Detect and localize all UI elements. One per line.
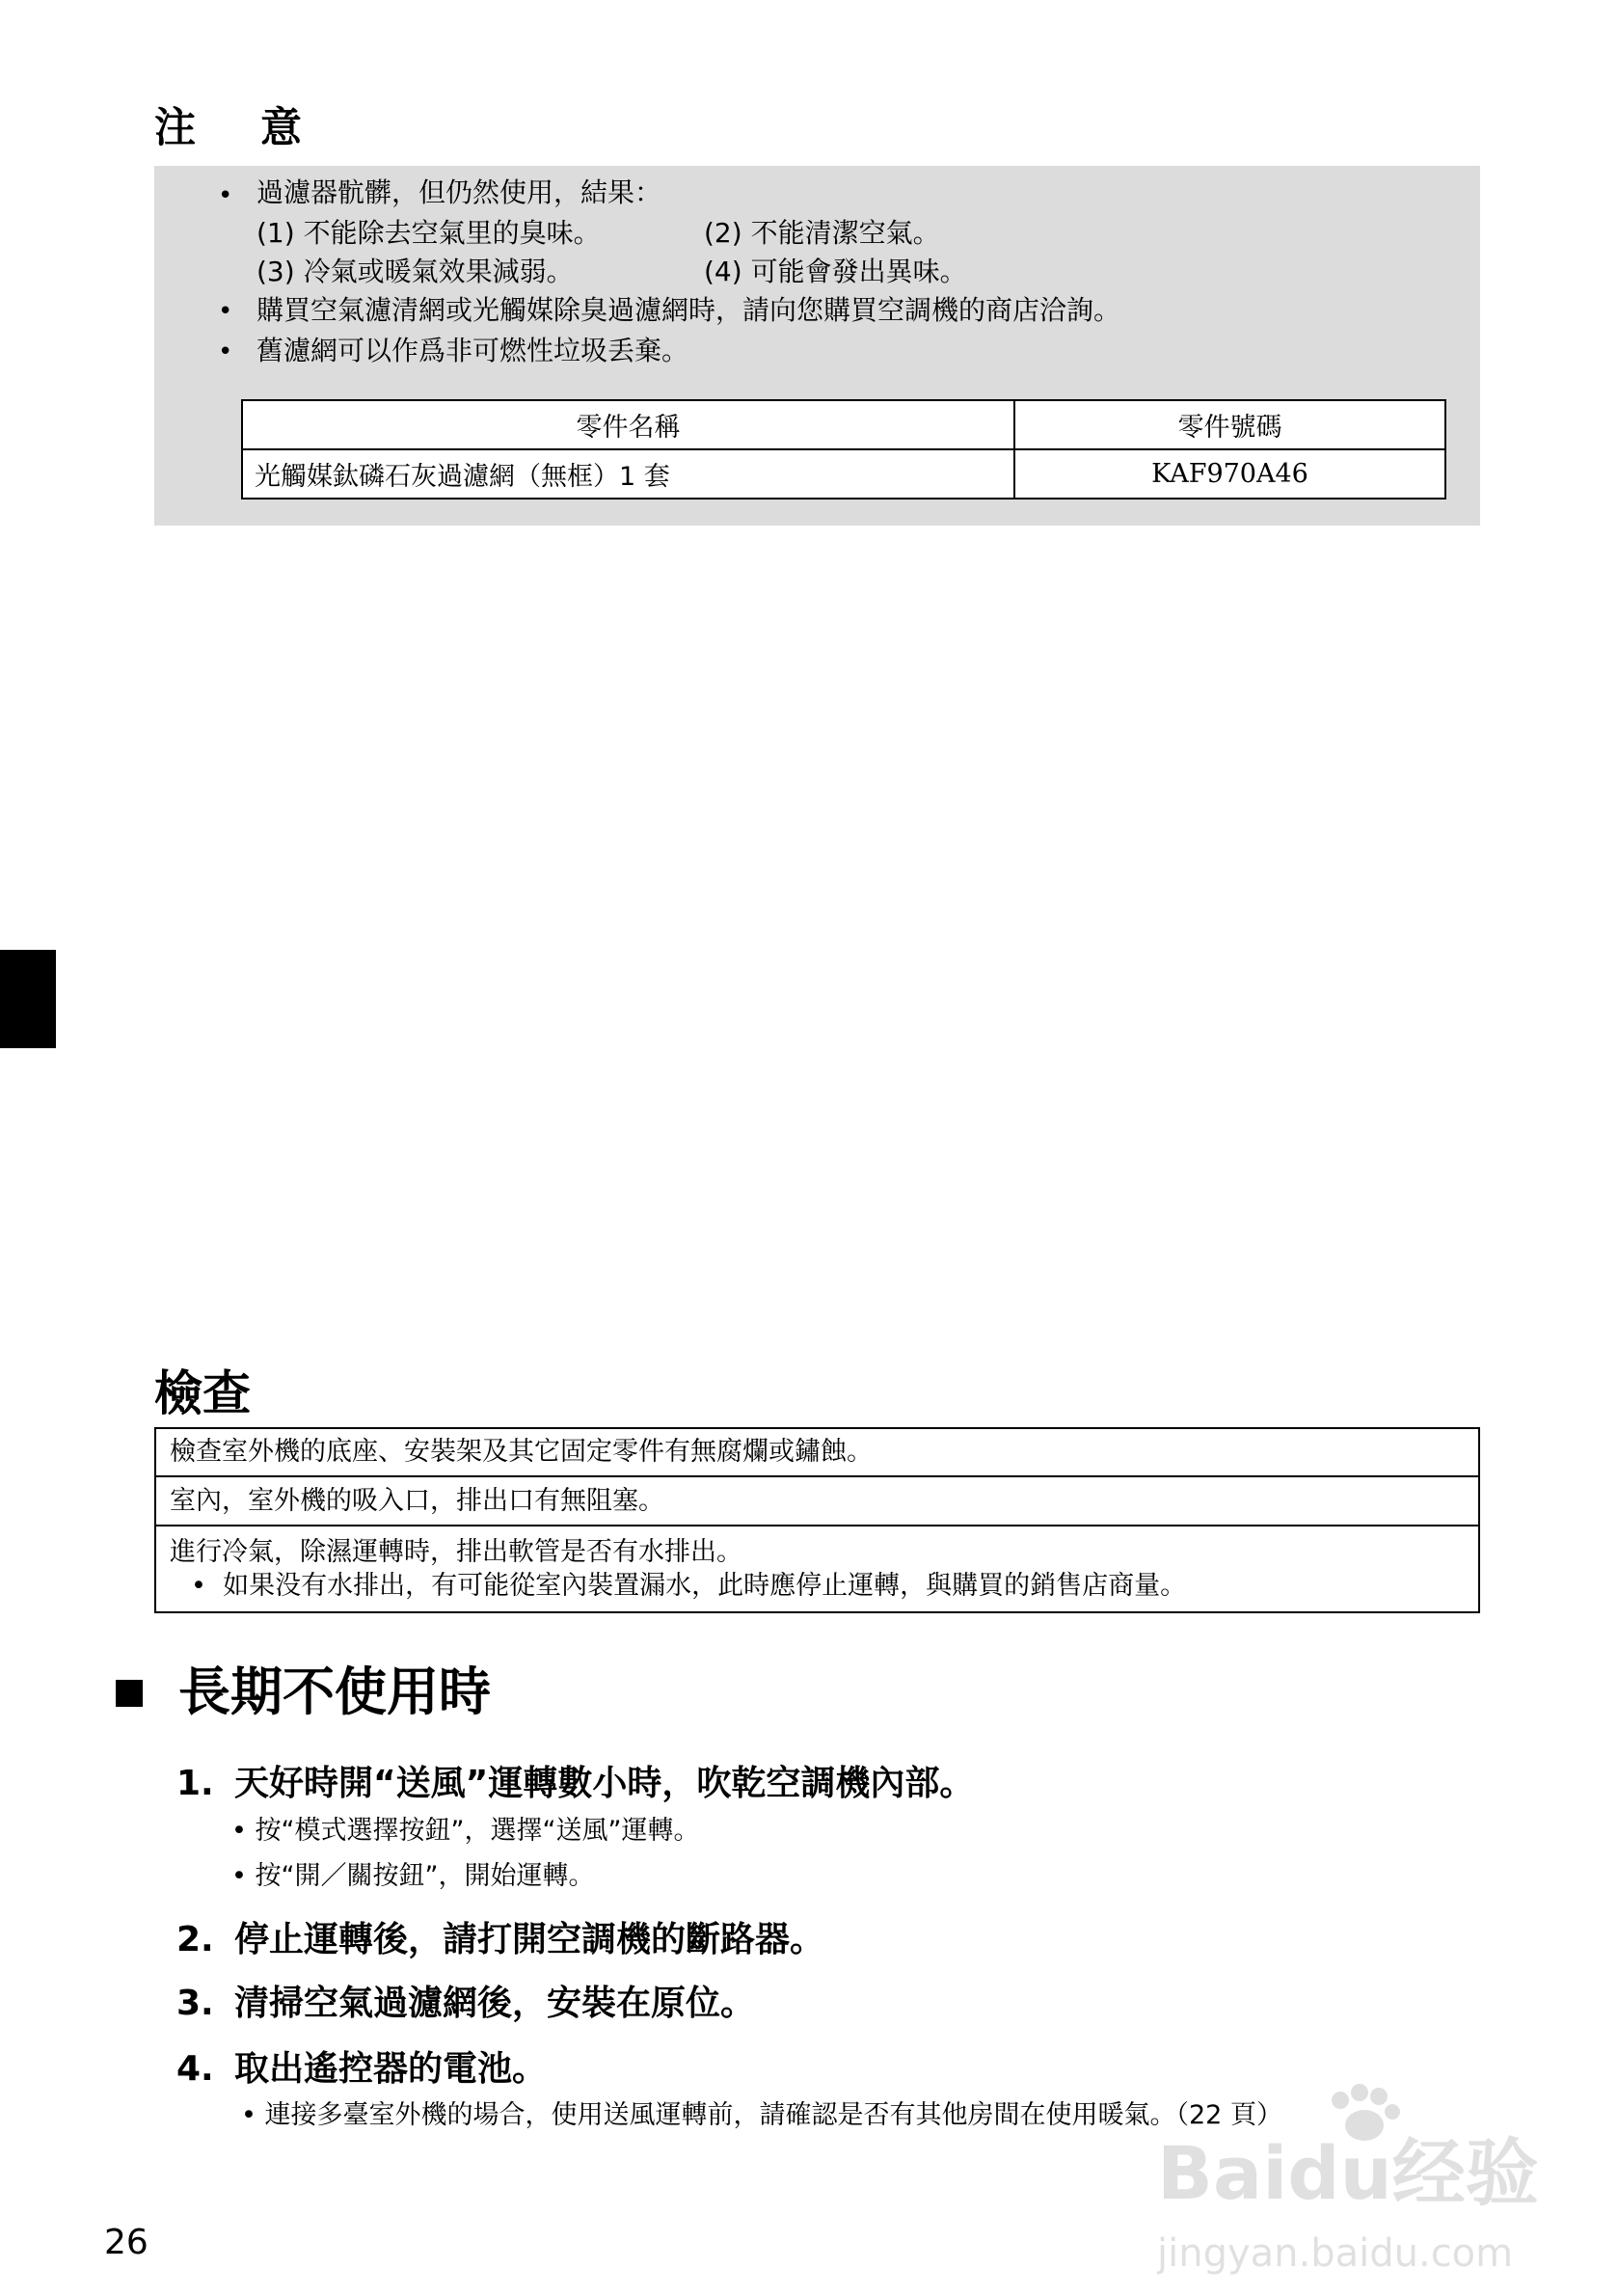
parts-table: [241, 399, 1446, 500]
inspection-item-base: 檢查室外機的底座、安裝架及其它固定零件有無腐爛或鏽蝕。: [155, 1428, 1479, 1476]
step-text: 清掃空氣過濾網後，安裝在原位。: [234, 1984, 756, 2023]
inspection-drain-text: 進行冷氣，除濕運轉時，排出軟管是否有水排出。: [170, 1536, 742, 1567]
caution-result-2: (2) 不能清潔空氣。: [704, 217, 940, 249]
caution-bullet-filter: 過濾器骯髒，但仍然使用，結果：: [256, 176, 662, 208]
table-row: [242, 449, 1445, 499]
chapter-index-tab: [0, 950, 56, 1048]
table-row: [155, 1526, 1479, 1612]
caution-result-1: (1) 不能除去空氣里的臭味。: [256, 217, 601, 249]
step-number: 1.: [176, 1764, 214, 1803]
page-number: 26: [104, 2223, 148, 2262]
step-1-sub-1: • 按“模式選擇按鈕”，選擇“送風”運轉。: [231, 1816, 700, 1846]
parts-header-name: 零件名稱: [242, 400, 1014, 449]
bullet-icon: •: [218, 297, 233, 326]
inspection-item-drain: [155, 1526, 1479, 1612]
step-1: [176, 1764, 975, 1803]
inspection-heading: 檢查: [154, 1365, 251, 1421]
long-term-heading: 長期不使用時: [178, 1661, 491, 1722]
step-number: 4.: [176, 2049, 214, 2089]
inspection-item-inlet: 室內，室外機的吸入口，排出口有無阻塞。: [155, 1476, 1479, 1526]
caution-heading: 注 意: [154, 104, 327, 152]
step-4-sub-1: • 連接多臺室外機的場合，使用送風運轉前，請確認是否有其他房間在使用暖氣。（22 頁）: [241, 2100, 1282, 2130]
step-2: [176, 1920, 825, 1959]
inspection-table: [154, 1427, 1480, 1613]
table-row: [155, 1428, 1479, 1476]
caution-result-4: (4) 可能會發出異味。: [704, 256, 967, 287]
watermark-url: jingyan.baidu.com: [1157, 2231, 1514, 2276]
step-text: 天好時開“送風”運轉數小時，吹乾空調機內部。: [234, 1764, 975, 1803]
square-bullet-icon: [116, 1680, 143, 1707]
bullet-icon: •: [218, 181, 233, 210]
table-row: [155, 1476, 1479, 1526]
inspection-drain-note: [170, 1569, 1465, 1603]
step-text: 停止運轉後，請打開空調機的斷路器。: [234, 1920, 825, 1959]
bullet-icon: •: [191, 1571, 224, 1601]
watermark-brand: Baidu经验: [1157, 2130, 1539, 2216]
baidu-watermark-logo: [1157, 2083, 1562, 2285]
part-number-cell: KAF970A46: [1014, 449, 1445, 499]
caution-result-3: (3) 冷氣或暖氣效果減弱。: [256, 256, 574, 287]
step-4: [176, 2049, 548, 2089]
parts-header-number: 零件號碼: [1014, 400, 1445, 449]
part-name-cell: 光觸媒鈦磷石灰過濾網（無框）1 套: [242, 449, 1014, 499]
step-1-sub-2: • 按“開／關按鈕”，開始運轉。: [231, 1861, 595, 1891]
bullet-icon: •: [218, 338, 233, 366]
parts-table-header: [242, 400, 1445, 449]
inspection-note-text: 如果没有水排出，有可能從室內裝置漏水，此時應停止運轉，與購買的銷售店商量。: [223, 1571, 1187, 1601]
step-text: 取出遙控器的電池。: [234, 2049, 548, 2089]
caution-box: [154, 166, 1480, 526]
caution-bullet-purchase: 購買空氣濾清網或光觸媒除臭過濾網時，請向您購買空調機的商店洽詢。: [256, 294, 1121, 326]
step-number: 3.: [176, 1984, 214, 2023]
step-number: 2.: [176, 1920, 214, 1959]
caution-bullet-disposal: 舊濾網可以作爲非可燃性垃圾丢棄。: [256, 335, 689, 366]
step-3: [176, 1986, 755, 2021]
